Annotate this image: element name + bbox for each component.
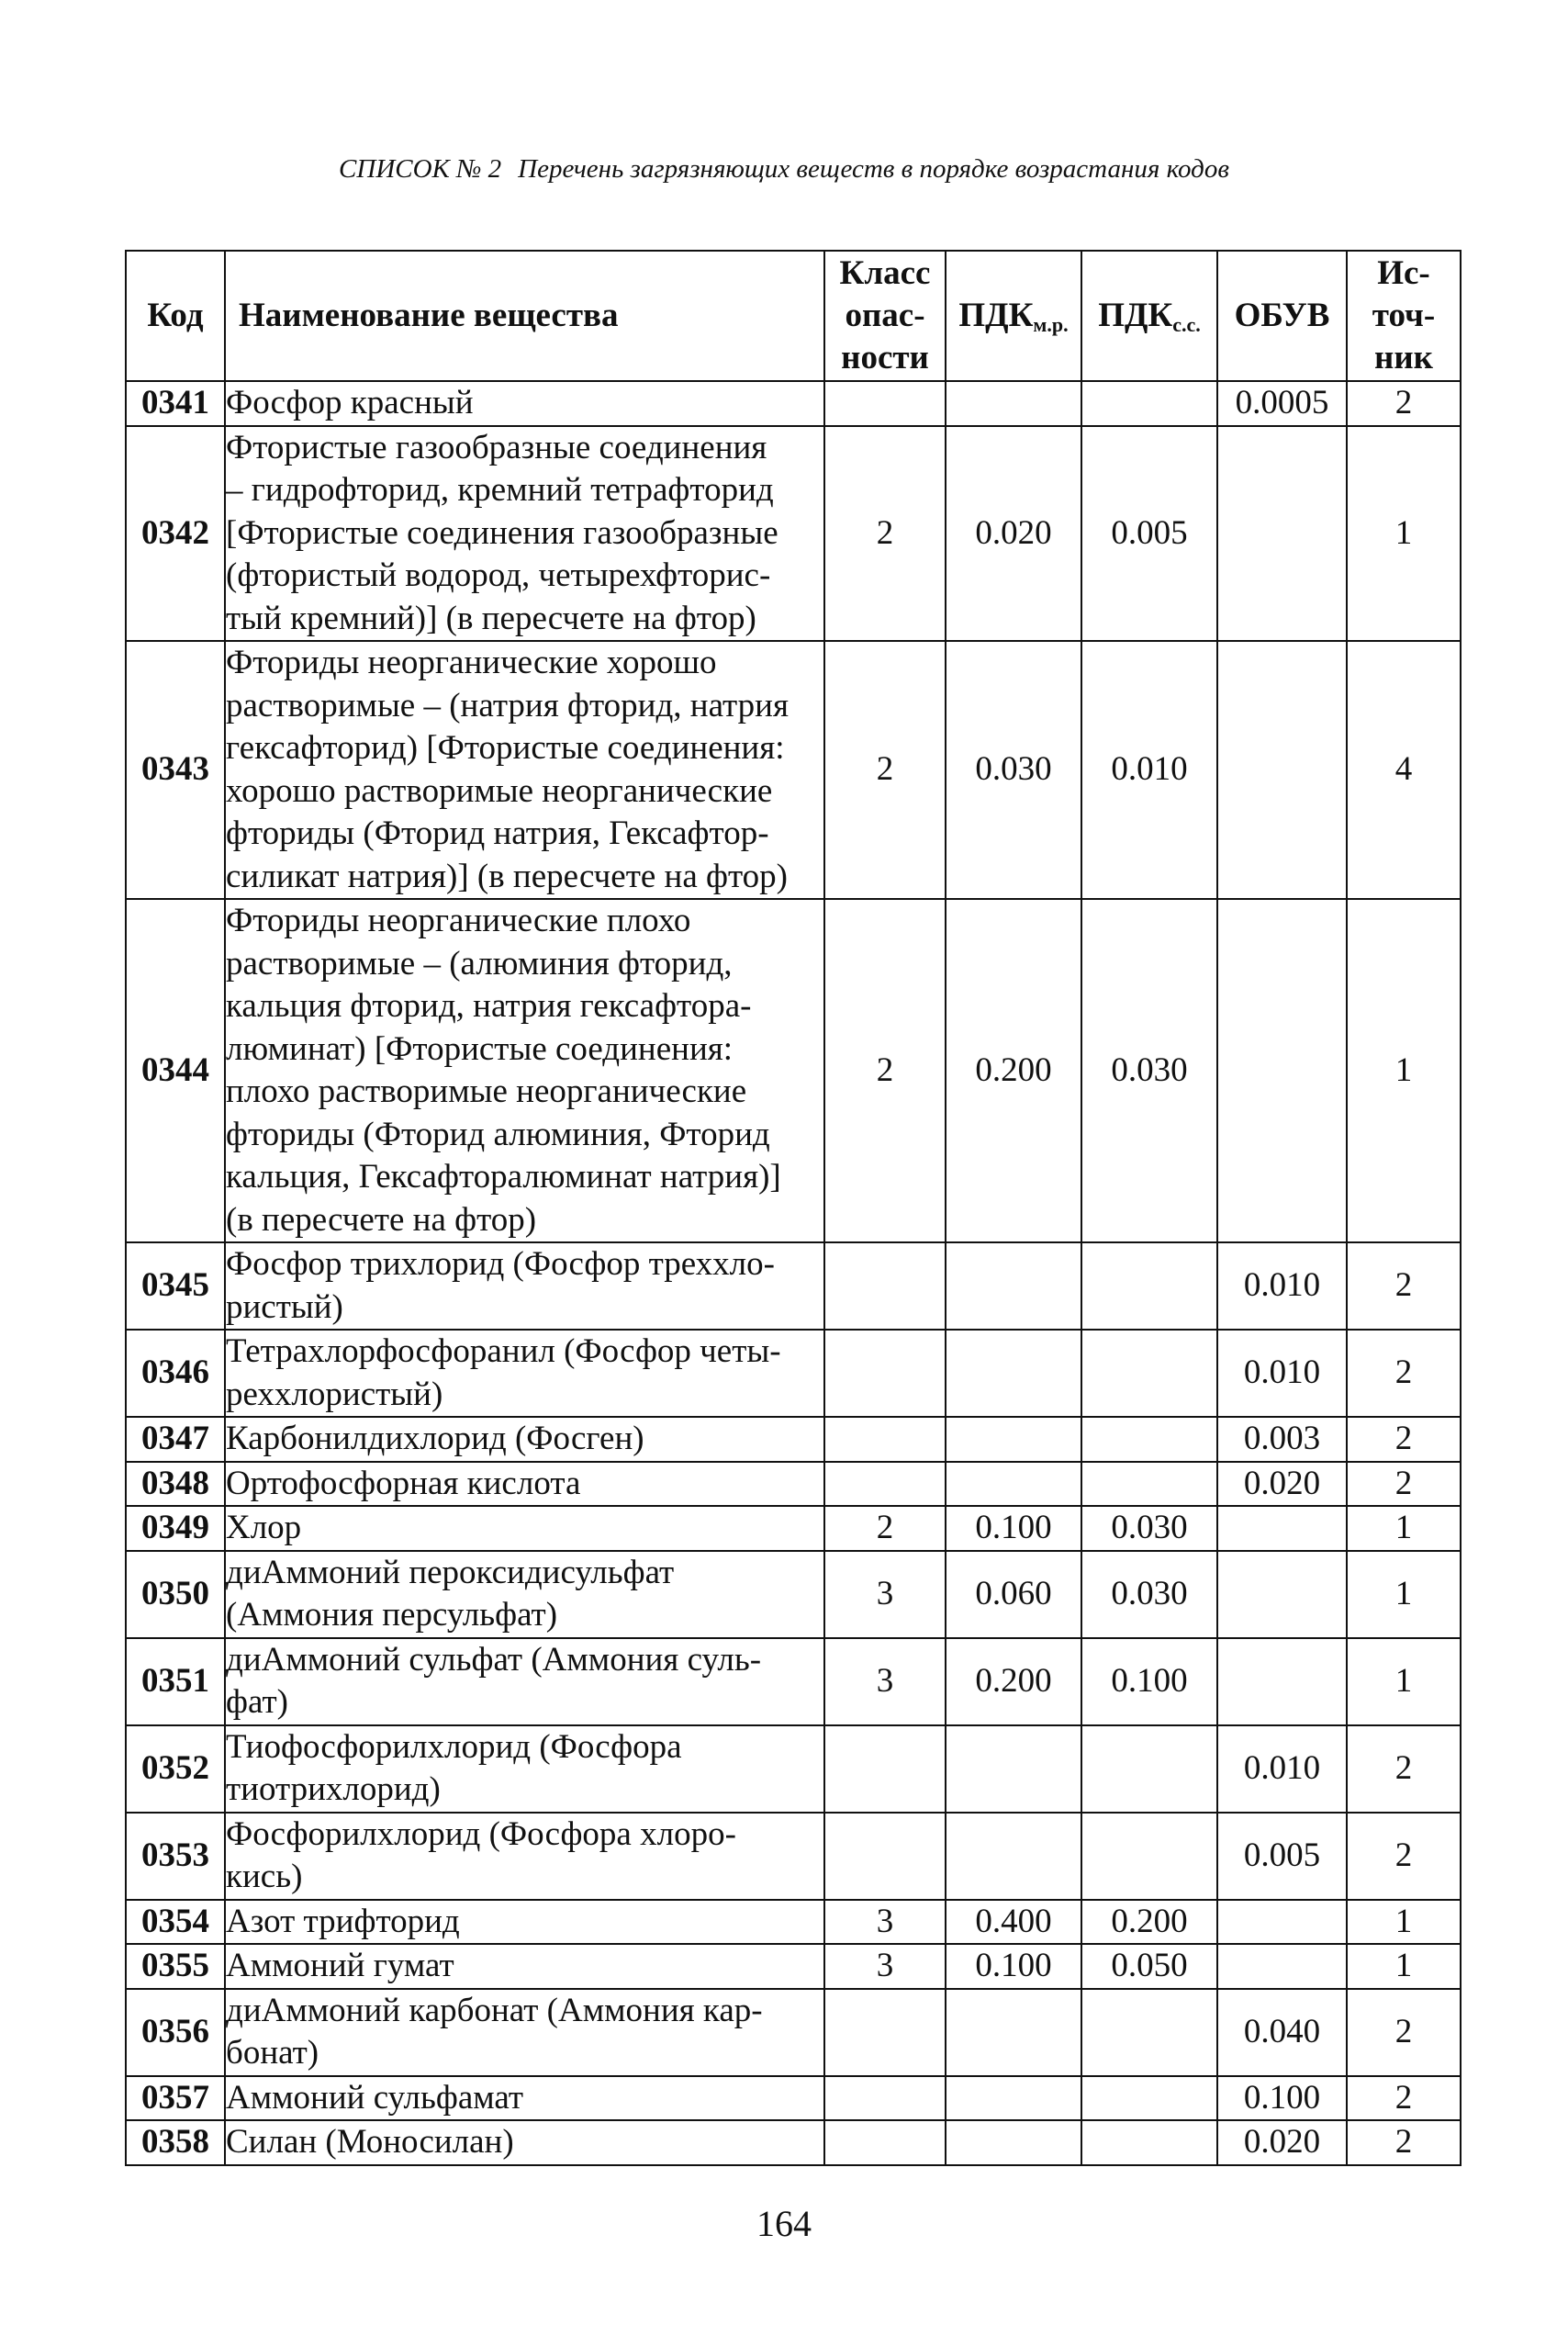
cell-hazard-class	[824, 1462, 946, 1507]
cell-obuv: 0.020	[1217, 2120, 1347, 2165]
cell-obuv	[1217, 1551, 1347, 1638]
cell-source: 1	[1347, 1506, 1461, 1551]
name-line: растворимые – (алюминия фторид,	[226, 944, 733, 983]
cell-hazard-class: 3	[824, 1551, 946, 1638]
name-line: люминат) [Фтористые соединения:	[226, 1029, 734, 1068]
cell-hazard-class	[824, 1417, 946, 1462]
name-line: фториды (Фторид натрия, Гексафтор-	[226, 814, 769, 852]
cell-name	[225, 1813, 824, 1900]
cell-pdk-ss	[1081, 1725, 1217, 1813]
header-row	[126, 251, 1461, 381]
cell-pdk-mr: 0.200	[946, 1638, 1081, 1725]
table-row	[126, 1242, 1461, 1330]
cell-obuv: 0.005	[1217, 1813, 1347, 1900]
cell-source: 2	[1347, 1813, 1461, 1900]
cell-code: 0352	[126, 1725, 225, 1813]
cell-source: 2	[1347, 2120, 1461, 2165]
name-line: Фториды неорганические плохо	[226, 902, 691, 939]
name-line: фториды (Фторид алюминия, Фторид	[226, 1115, 770, 1153]
cell-code: 0344	[126, 899, 225, 1242]
cell-name	[225, 1638, 824, 1725]
name-line: Аммоний гумат	[226, 1947, 454, 1984]
header-source-line: точ-	[1372, 297, 1436, 334]
name-line: Тетрахлорфосфоранил (Фосфор четы-	[226, 1332, 781, 1370]
table-row	[126, 2076, 1461, 2121]
name-line: силикат натрия)] (в пересчете на фтор)	[226, 857, 788, 895]
cell-obuv	[1217, 1900, 1347, 1945]
name-line: плохо растворимые неорганические	[226, 1073, 747, 1110]
name-line: Фториды неорганические хорошо	[226, 644, 717, 681]
table-row	[126, 1813, 1461, 1900]
cell-source: 4	[1347, 641, 1461, 899]
cell-pdk-ss	[1081, 1417, 1217, 1462]
name-line: бонат)	[226, 2034, 319, 2072]
table-row	[126, 641, 1461, 899]
name-line: тиотрихлорид)	[226, 1770, 441, 1808]
cell-obuv	[1217, 426, 1347, 642]
cell-pdk-mr: 0.100	[946, 1506, 1081, 1551]
cell-code: 0354	[126, 1900, 225, 1945]
cell-pdk-ss	[1081, 381, 1217, 426]
table-row	[126, 1462, 1461, 1507]
cell-name	[225, 1725, 824, 1813]
table-row	[126, 1989, 1461, 2076]
cell-code: 0355	[126, 1944, 225, 1989]
cell-hazard-class	[824, 381, 946, 426]
cell-pdk-ss: 0.050	[1081, 1944, 1217, 1989]
cell-name	[225, 899, 824, 1242]
cell-obuv: 0.010	[1217, 1330, 1347, 1417]
header-name: Наименование вещества	[225, 251, 824, 381]
cell-hazard-class: 2	[824, 426, 946, 642]
cell-name	[225, 1462, 824, 1507]
header-pdk-mr	[946, 251, 1081, 381]
cell-obuv	[1217, 1506, 1347, 1551]
cell-pdk-ss	[1081, 1462, 1217, 1507]
cell-pdk-mr: 0.020	[946, 426, 1081, 642]
cell-pdk-mr	[946, 1417, 1081, 1462]
name-line: диАммоний карбонат (Аммония кар-	[226, 1991, 763, 2029]
cell-source: 2	[1347, 1417, 1461, 1462]
cell-name	[225, 2076, 824, 2121]
name-line: кись)	[226, 1858, 303, 1895]
cell-name	[225, 1417, 824, 1462]
table-row	[126, 899, 1461, 1242]
name-line: Ортофосфорная кислота	[226, 1464, 581, 1502]
table-row	[126, 1725, 1461, 1813]
cell-obuv: 0.010	[1217, 1725, 1347, 1813]
cell-hazard-class: 3	[824, 1900, 946, 1945]
cell-hazard-class: 3	[824, 1944, 946, 1989]
cell-pdk-ss: 0.005	[1081, 426, 1217, 642]
cell-source: 1	[1347, 1944, 1461, 1989]
caption-list-label: СПИСОК № 2	[339, 154, 502, 184]
cell-pdk-mr: 0.200	[946, 899, 1081, 1242]
table-row	[126, 426, 1461, 642]
name-line: Фосфор трихлорид (Фосфор треххло-	[226, 1245, 775, 1283]
header-hazard-class-line: опас-	[845, 297, 925, 334]
cell-code: 0358	[126, 2120, 225, 2165]
cell-code: 0350	[126, 1551, 225, 1638]
cell-obuv	[1217, 641, 1347, 899]
cell-pdk-ss: 0.010	[1081, 641, 1217, 899]
cell-source: 2	[1347, 1330, 1461, 1417]
cell-hazard-class	[824, 1242, 946, 1330]
name-line: растворимые – (натрия фторид, натрия	[226, 686, 789, 724]
name-line: Азот трифторид	[226, 1902, 460, 1940]
name-line: Фосфорилхлорид (Фосфора хлоро-	[226, 1814, 736, 1853]
cell-source: 1	[1347, 1638, 1461, 1725]
cell-pdk-mr: 0.060	[946, 1551, 1081, 1638]
cell-obuv: 0.003	[1217, 1417, 1347, 1462]
cell-name	[225, 1330, 824, 1417]
cell-source: 1	[1347, 899, 1461, 1242]
name-line: тый кремний)] (в пересчете на фтор)	[226, 599, 756, 637]
cell-name	[225, 1900, 824, 1945]
table-row	[126, 2120, 1461, 2165]
cell-source: 2	[1347, 381, 1461, 426]
cell-name	[225, 641, 824, 899]
header-source-line: Ис-	[1377, 254, 1430, 292]
cell-obuv: 0.040	[1217, 1989, 1347, 2076]
table-row	[126, 1551, 1461, 1638]
cell-name	[225, 1242, 824, 1330]
header-hazard-class-line: Класс	[839, 254, 931, 292]
cell-code: 0343	[126, 641, 225, 899]
name-line: Аммоний сульфамат	[226, 2078, 524, 2117]
cell-name	[225, 1944, 824, 1989]
header-code: Код	[126, 251, 225, 381]
header-source-line: ник	[1374, 339, 1433, 376]
name-line: диАммоний сульфат (Аммония суль-	[226, 1640, 762, 1679]
header-obuv: ОБУВ	[1217, 251, 1347, 381]
header-hazard-class-line: ности	[841, 339, 929, 376]
cell-code: 0357	[126, 2076, 225, 2121]
cell-pdk-mr	[946, 381, 1081, 426]
cell-pdk-ss	[1081, 2076, 1217, 2121]
name-line: (фтористый водород, четырехфторис-	[226, 556, 771, 594]
cell-pdk-mr: 0.400	[946, 1900, 1081, 1945]
cell-pdk-ss	[1081, 1330, 1217, 1417]
cell-pdk-mr	[946, 1813, 1081, 1900]
cell-hazard-class	[824, 1813, 946, 1900]
name-line: Карбонилдихлорид (Фосген)	[226, 1420, 644, 1457]
header-source	[1347, 251, 1461, 381]
name-line: [Фтористые соединения газообразные	[226, 513, 778, 552]
cell-name	[225, 1506, 824, 1551]
cell-source: 2	[1347, 2076, 1461, 2121]
table-row	[126, 1900, 1461, 1945]
name-line: Хлор	[226, 1509, 302, 1546]
cell-source: 2	[1347, 1462, 1461, 1507]
name-line: Силан (Моносилан)	[226, 2123, 514, 2161]
name-line: кальция фторид, натрия гексафтора-	[226, 987, 752, 1025]
name-line: диАммоний пероксидисульфат	[226, 1553, 675, 1591]
cell-pdk-ss: 0.030	[1081, 899, 1217, 1242]
header-hazard-class	[824, 251, 946, 381]
cell-pdk-ss: 0.030	[1081, 1506, 1217, 1551]
cell-hazard-class	[824, 2076, 946, 2121]
cell-name	[225, 2120, 824, 2165]
name-line: хорошо растворимые неорганические	[226, 771, 773, 810]
cell-pdk-mr	[946, 1989, 1081, 2076]
cell-source: 1	[1347, 1551, 1461, 1638]
table-row	[126, 1506, 1461, 1551]
cell-hazard-class: 2	[824, 899, 946, 1242]
table-row	[126, 1944, 1461, 1989]
cell-source: 2	[1347, 1242, 1461, 1330]
name-line: (Аммония персульфат)	[226, 1596, 558, 1634]
cell-code: 0345	[126, 1242, 225, 1330]
cell-pdk-ss: 0.030	[1081, 1551, 1217, 1638]
header-pdk-mr-main: ПДК	[958, 297, 1034, 334]
cell-hazard-class	[824, 1725, 946, 1813]
cell-pdk-ss	[1081, 1242, 1217, 1330]
header-pdk-ss	[1081, 251, 1217, 381]
cell-code: 0342	[126, 426, 225, 642]
name-line: (в пересчете на фтор)	[226, 1200, 537, 1239]
table-row	[126, 1417, 1461, 1462]
name-line: фат)	[226, 1683, 288, 1721]
cell-source: 2	[1347, 1725, 1461, 1813]
cell-pdk-mr	[946, 1330, 1081, 1417]
cell-source: 2	[1347, 1989, 1461, 2076]
cell-obuv	[1217, 1638, 1347, 1725]
cell-name	[225, 1551, 824, 1638]
cell-obuv: 0.0005	[1217, 381, 1347, 426]
cell-obuv	[1217, 899, 1347, 1242]
cell-pdk-ss: 0.200	[1081, 1900, 1217, 1945]
cell-code: 0347	[126, 1417, 225, 1462]
header-pdk-mr-sub: м.р.	[1033, 313, 1069, 336]
cell-pdk-mr	[946, 2120, 1081, 2165]
cell-hazard-class: 2	[824, 641, 946, 899]
cell-pdk-mr	[946, 1462, 1081, 1507]
cell-pdk-mr: 0.030	[946, 641, 1081, 899]
name-line: Фосфор красный	[226, 384, 474, 421]
cell-pdk-mr	[946, 1242, 1081, 1330]
page-number: 164	[756, 2203, 812, 2244]
page-caption	[0, 154, 1568, 185]
cell-obuv: 0.020	[1217, 1462, 1347, 1507]
cell-code: 0341	[126, 381, 225, 426]
cell-hazard-class	[824, 1330, 946, 1417]
cell-pdk-ss	[1081, 1813, 1217, 1900]
table-row	[126, 381, 1461, 426]
caption-title: Перечень загрязняющих веществ в порядке возрастания кодов	[518, 154, 1229, 184]
header-pdk-ss-sub: с.с.	[1172, 313, 1201, 336]
cell-pdk-mr	[946, 1725, 1081, 1813]
name-line: Тиофосфорилхлорид (Фосфора	[226, 1727, 682, 1766]
cell-code: 0351	[126, 1638, 225, 1725]
table-row	[126, 1638, 1461, 1725]
name-line: ристый)	[226, 1287, 343, 1326]
name-line: Фтористые газообразные соединения	[226, 428, 767, 466]
cell-pdk-ss: 0.100	[1081, 1638, 1217, 1725]
cell-hazard-class: 3	[824, 1638, 946, 1725]
cell-obuv: 0.100	[1217, 2076, 1347, 2121]
cell-hazard-class: 2	[824, 1506, 946, 1551]
cell-name	[225, 381, 824, 426]
cell-pdk-ss	[1081, 2120, 1217, 2165]
name-line: рехxлористый)	[226, 1375, 443, 1413]
cell-obuv	[1217, 1944, 1347, 1989]
cell-source: 1	[1347, 1900, 1461, 1945]
cell-hazard-class	[824, 2120, 946, 2165]
cell-pdk-mr: 0.100	[946, 1944, 1081, 1989]
cell-code: 0348	[126, 1462, 225, 1507]
cell-hazard-class	[824, 1989, 946, 2076]
cell-code: 0349	[126, 1506, 225, 1551]
cell-code: 0353	[126, 1813, 225, 1900]
cell-obuv: 0.010	[1217, 1242, 1347, 1330]
name-line: кальция, Гексафторалюминат натрия)]	[226, 1158, 781, 1196]
name-line: гексафторид) [Фтористые соединения:	[226, 729, 785, 767]
cell-pdk-ss	[1081, 1989, 1217, 2076]
cell-name	[225, 1989, 824, 2076]
substances-table	[125, 250, 1462, 2166]
cell-source: 1	[1347, 426, 1461, 642]
name-line: – гидрофторид, кремний тетрафторид	[226, 471, 774, 509]
cell-pdk-mr	[946, 2076, 1081, 2121]
cell-name	[225, 426, 824, 642]
cell-code: 0356	[126, 1989, 225, 2076]
cell-code: 0346	[126, 1330, 225, 1417]
header-pdk-ss-main: ПДК	[1098, 297, 1173, 334]
table-row	[126, 1330, 1461, 1417]
